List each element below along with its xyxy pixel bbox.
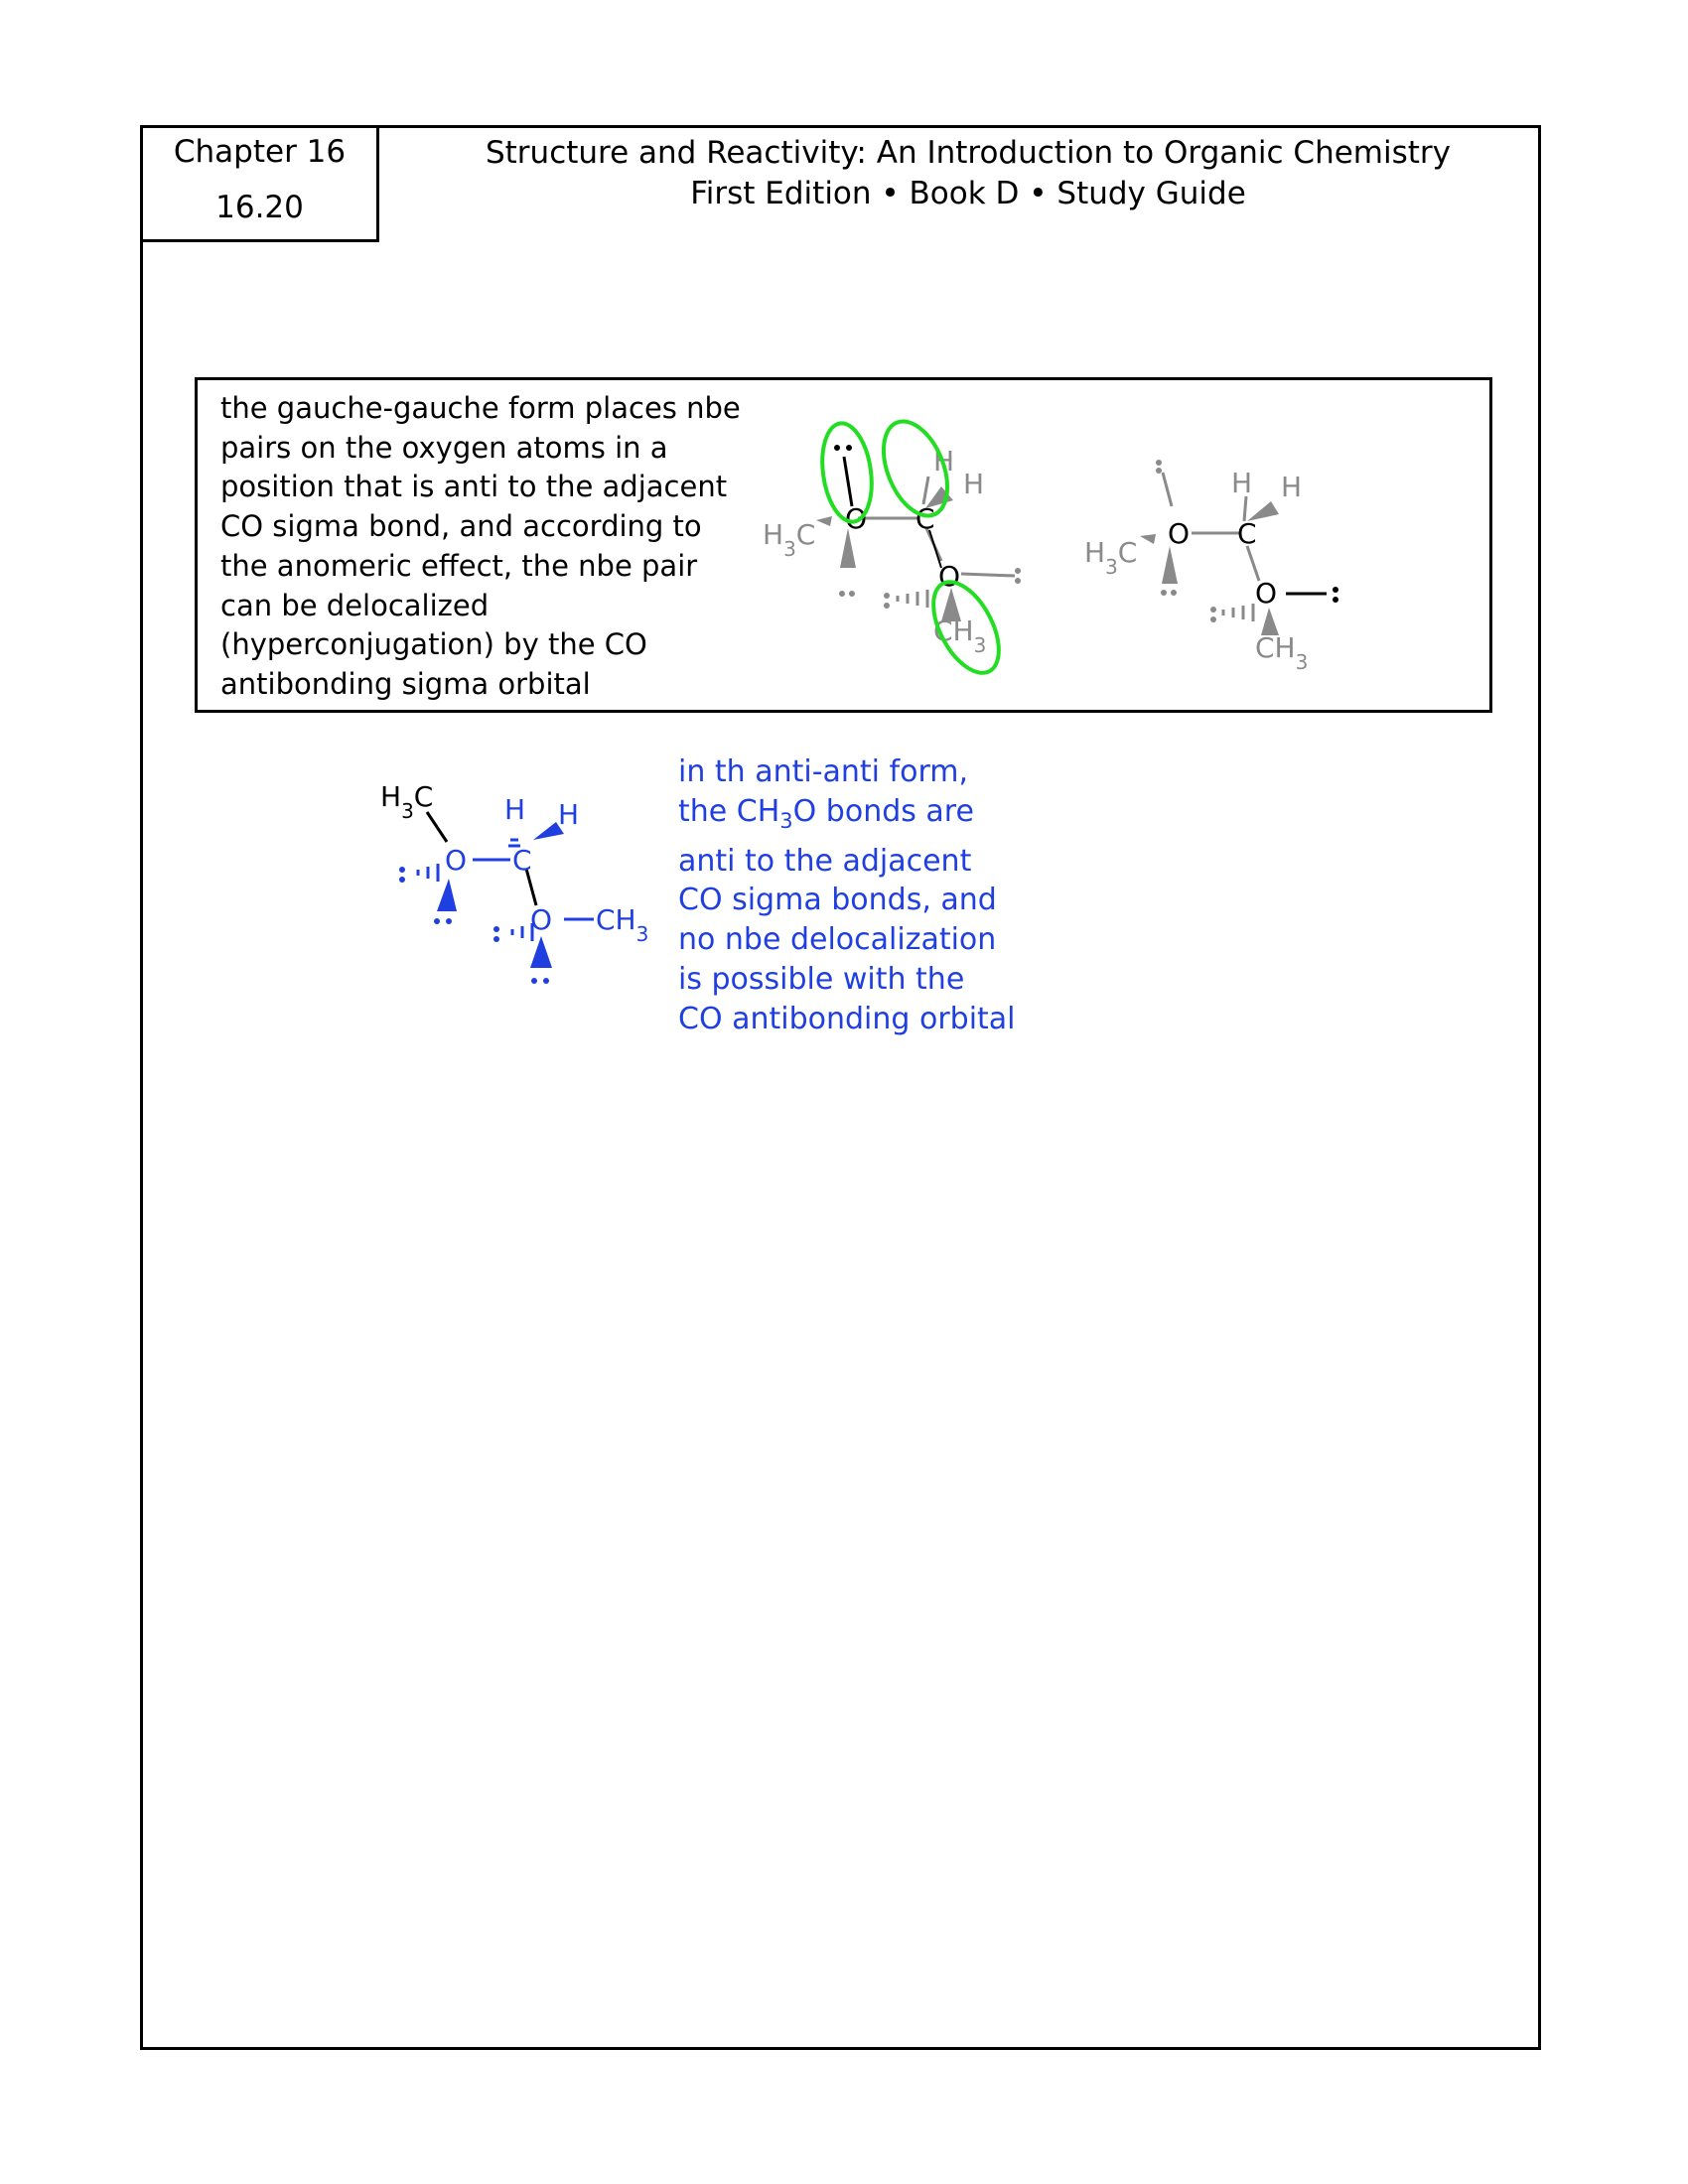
hydrogen-label: H bbox=[1281, 471, 1303, 503]
lone-pair-dot bbox=[493, 926, 499, 932]
note-line: the $CH_3O$ bonds are bbox=[678, 793, 974, 833]
methyl-label: $CH_3$ bbox=[933, 614, 987, 657]
note-line: is possible with the bbox=[678, 961, 965, 997]
oxygen-label: O bbox=[845, 502, 868, 535]
note-line: CO sigma bond, and according to bbox=[220, 509, 702, 544]
oxygen-label: O bbox=[938, 560, 961, 593]
oxygen-label: O bbox=[530, 903, 553, 936]
wedge-bond bbox=[437, 879, 457, 911]
note-line: antibonding sigma orbital bbox=[220, 666, 591, 701]
lone-pair-dot bbox=[493, 936, 499, 942]
oxygen-label: O bbox=[445, 844, 468, 877]
hydrogen-label: H bbox=[1231, 467, 1253, 499]
bond bbox=[427, 812, 447, 842]
book-title-line-2: First Edition • Book D • Study Guide bbox=[690, 176, 1246, 211]
note-line: CO antibonding orbital bbox=[678, 1001, 1016, 1036]
note-line: position that is anti to the adjacent bbox=[220, 470, 728, 504]
note-line: (hyperconjugation) by the CO bbox=[220, 627, 647, 662]
methyl-label: $CH_3$ bbox=[596, 903, 649, 946]
note-line: pairs on the oxygen atoms in a bbox=[220, 430, 668, 465]
note-line: can be delocalized bbox=[220, 588, 490, 622]
methyl-label: $H_3C$ bbox=[1084, 536, 1138, 579]
note-line: in th anti-anti form, bbox=[678, 754, 969, 789]
book-title-line-1: Structure and Reactivity: An Introduction to Organic Chemistry bbox=[485, 135, 1452, 171]
lone-pair-dot bbox=[399, 867, 405, 873]
note-line: the anomeric effect, the nbe pair bbox=[220, 548, 698, 583]
methyl-label: $H_3C$ bbox=[763, 518, 816, 561]
lone-pair-dot bbox=[399, 877, 405, 883]
chapter-label: Chapter 16 bbox=[173, 134, 347, 170]
lone-pair-dot bbox=[446, 918, 452, 924]
hydrogen-label: H bbox=[504, 793, 526, 826]
note-line: the gauche-gauche form places nbe bbox=[220, 391, 741, 425]
note-line: no nbe delocalization bbox=[678, 922, 997, 958]
lone-pair-dot bbox=[543, 978, 549, 984]
methyl-label: $CH_3$ bbox=[1255, 631, 1309, 674]
hydrogen-label: H bbox=[558, 798, 580, 831]
oxygen-label: O bbox=[1255, 577, 1278, 610]
carbon-label: C bbox=[915, 502, 935, 535]
note-line: anti to the adjacent bbox=[678, 843, 972, 879]
carbon-label: C bbox=[512, 844, 532, 877]
hydrogen-label: H bbox=[963, 468, 985, 500]
hydrogen-label: H bbox=[933, 445, 955, 478]
lone-pair-dot bbox=[434, 918, 440, 924]
note-line: CO sigma bonds, and bbox=[678, 883, 997, 918]
lone-pair-dot bbox=[531, 978, 537, 984]
section-number: 16.20 bbox=[215, 190, 304, 225]
methyl-label: $H_3C$ bbox=[380, 780, 434, 823]
oxygen-label: O bbox=[1168, 517, 1191, 550]
carbon-label: C bbox=[1237, 517, 1257, 550]
